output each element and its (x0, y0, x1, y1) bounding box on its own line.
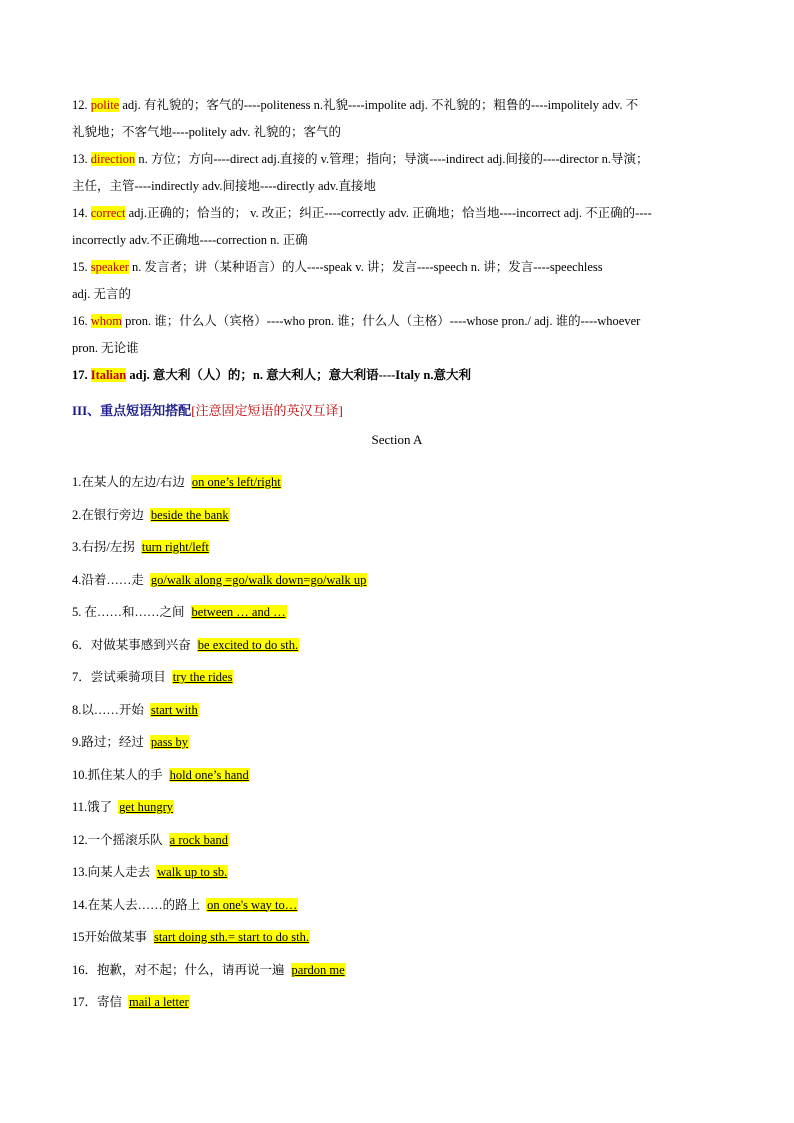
phrase-chinese: 16．抱歉，对不起；什么，请再说一遍 (72, 962, 285, 977)
phrase-item (72, 600, 732, 633)
phrase-english: on one's way to… (207, 897, 298, 912)
entry-continuation: incorrectly adv.不正确地----correction n. 正确 (72, 233, 308, 247)
phrase-chinese: 12.一个摇滚乐队 (72, 832, 163, 847)
phrase-item (72, 763, 732, 796)
vocab-entry (72, 254, 732, 308)
phrase-item (72, 958, 732, 991)
section-heading-label: III、重点短语知搭配 (72, 403, 192, 418)
entry-continuation: adj. 无言的 (72, 287, 132, 301)
headword: polite (90, 98, 120, 112)
entry-text: adj. 有礼貌的；客气的----politeness n.礼貌----impolite adj. 不礼貌的；粗鲁的----impolitely adv. 不 (119, 98, 639, 112)
phrase-english: go/walk along =go/walk down=go/walk up (150, 572, 367, 587)
vocab-entry (72, 92, 732, 146)
phrase-item (72, 990, 732, 1023)
entry-continuation: 礼貌地；不客气地----politely adv. 礼貌的；客气的 (72, 125, 341, 139)
phrase-item (72, 925, 732, 958)
headword: correct (90, 206, 126, 220)
phrase-chinese: 2.在银行旁边 (72, 507, 144, 522)
phrase-chinese: 6．对做某事感到兴奋 (72, 637, 191, 652)
phrase-chinese: 17．寄信 (72, 995, 123, 1009)
entry-number: 16. (72, 314, 88, 328)
phrase-english: mail a letter (129, 995, 189, 1009)
phrase-english: pardon me (291, 962, 345, 977)
vocabulary-list (72, 92, 732, 389)
phrase-item (72, 665, 732, 698)
entry-text: adj. 意大利（人）的；n. 意大利人；意大利语----Italy n.意大利 (126, 368, 471, 382)
section-title: Section A (371, 432, 423, 447)
phrase-english: start with (150, 702, 198, 717)
entry-continuation: pron. 无论谁 (72, 341, 139, 355)
phrase-item (72, 503, 732, 536)
phrase-chinese: 10.抓住某人的手 (72, 767, 163, 782)
headword: speaker (90, 260, 129, 274)
phrase-english: be excited to do sth. (197, 637, 299, 652)
phrase-chinese: 8.以……开始 (72, 702, 144, 717)
phrase-item (72, 828, 732, 861)
phrase-chinese: 9.路过；经过 (72, 735, 144, 749)
vocab-entry (72, 362, 732, 389)
phrase-item (72, 633, 732, 666)
phrase-english: a rock band (169, 832, 228, 847)
phrase-english: walk up to sb. (157, 865, 228, 879)
phrase-english: get hungry (119, 800, 173, 814)
phrase-item (72, 568, 732, 601)
phrase-chinese: 14.在某人去……的路上 (72, 897, 201, 912)
phrase-english: pass by (150, 735, 189, 749)
phrase-chinese: 5. 在……和……之间 (72, 605, 185, 619)
phrase-chinese: 13.向某人走去 (72, 865, 151, 879)
phrase-chinese: 7．尝试乘骑项目 (72, 670, 166, 684)
phrase-item (72, 893, 732, 926)
entry-number: 15. (72, 260, 88, 274)
phrase-english: on one’s left/right (191, 475, 281, 489)
headword: Italian (90, 368, 127, 382)
vocab-entry (72, 146, 732, 200)
vocab-entry (72, 308, 732, 362)
entry-number: 13. (72, 152, 88, 166)
phrase-chinese: 3.右拐/左拐 (72, 540, 135, 554)
phrase-english: start doing sth.= start to do sth. (154, 930, 309, 944)
section-heading-note: [注意固定短语的英汉互译] (191, 403, 343, 418)
phrase-list (72, 470, 732, 1023)
phrase-chinese: 4.沿着……走 (72, 572, 144, 587)
phrase-item (72, 860, 732, 893)
phrase-item (72, 470, 732, 503)
section-heading (72, 400, 343, 419)
entry-number: 12. (72, 98, 88, 112)
phrase-english: beside the bank (150, 507, 229, 522)
entry-number: 17. (72, 368, 88, 382)
phrase-chinese: 11.饿了 (72, 800, 113, 814)
phrase-item (72, 698, 732, 731)
phrase-english: hold one’s hand (169, 767, 249, 782)
entry-text: pron. 谁；什么人（宾格）----who pron. 谁；什么人（主格）----whose pron./ adj. 谁的----whoever (122, 314, 641, 328)
headword: whom (90, 314, 122, 328)
entry-continuation: 主任，主管----indirectly adv.间接地----directly adv.直接地 (72, 179, 376, 193)
phrase-english: try the rides (172, 670, 233, 684)
entry-number: 14. (72, 206, 88, 220)
entry-text: n. 发言者；讲（某种语言）的人----speak v. 讲；发言----speech n. 讲；发言----speechless (128, 260, 603, 274)
phrase-english: between … and … (191, 605, 286, 619)
vocab-entry (72, 200, 732, 254)
entry-text: adj.正确的；恰当的； v. 改正；纠正----correctly adv. 正确地；恰当地----incorrect adj. 不正确的---- (125, 206, 652, 220)
phrase-item (72, 535, 732, 568)
entry-text: n. 方位；方向----direct adj.直接的 v.管理；指向；导演----indirect adj.间接的----director n.导演； (135, 152, 649, 166)
phrase-chinese: 1.在某人的左边/右边 (72, 475, 185, 489)
phrase-english: turn right/left (141, 540, 209, 554)
headword: direction (90, 152, 136, 166)
phrase-item (72, 730, 732, 763)
phrase-chinese: 15开始做某事 (72, 930, 148, 944)
phrase-item (72, 795, 732, 828)
